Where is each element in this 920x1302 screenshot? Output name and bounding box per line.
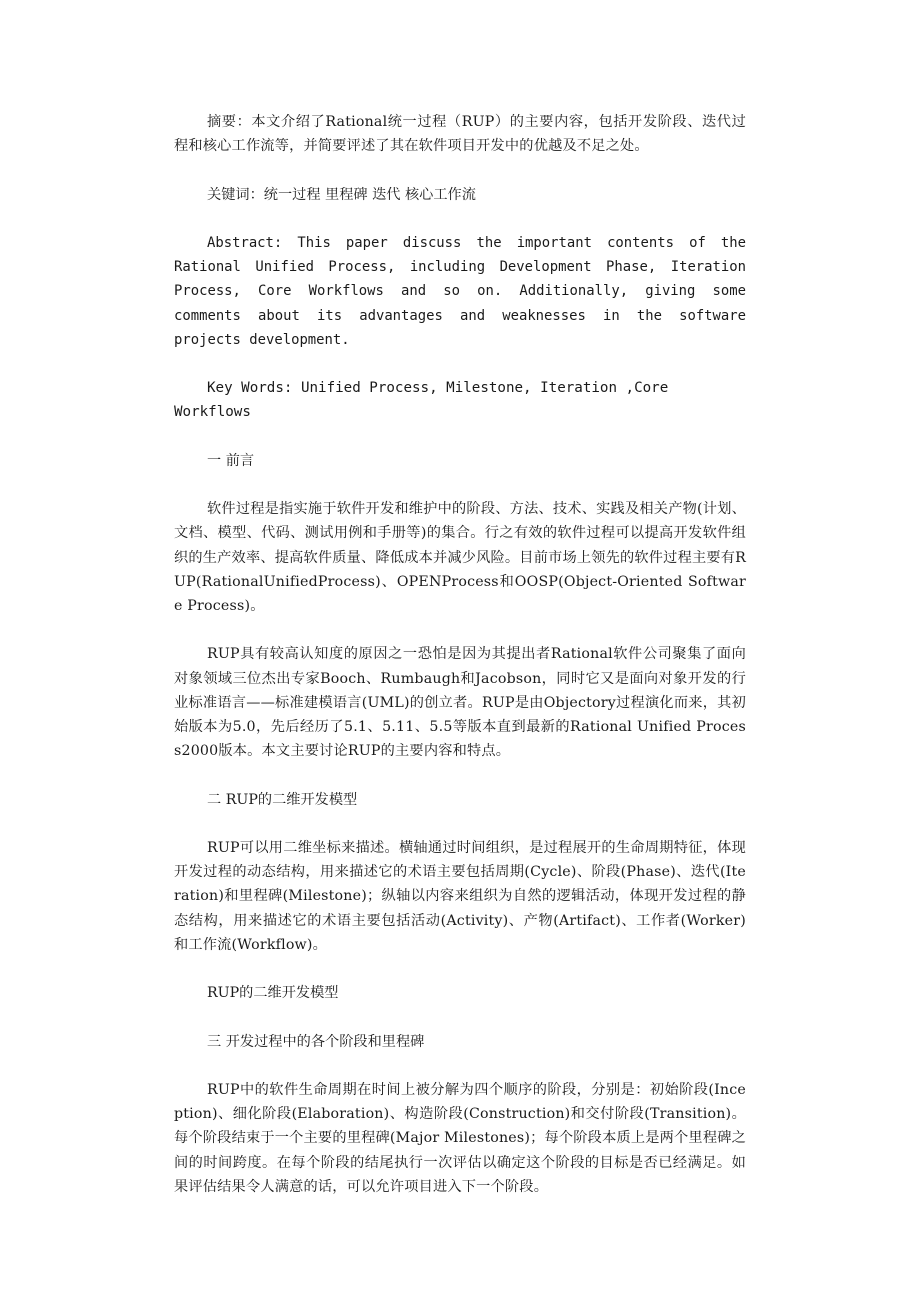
spacer (174, 763, 746, 787)
section-2-heading: 二 RUP的二维开发模型 (207, 791, 358, 808)
spacer (174, 1005, 746, 1029)
section-2-paragraph-1: RUP可以用二维坐标来描述。横轴通过时间组织，是过程展开的生命周期特征，体现开发过程的动态结构，用来描述它的术语主要包括周期(Cycle)、阶段(Phase)、迭代(Iteration)和里程碑(Milestone)；纵轴以内容来组织为自然的逻辑活动，体现开发过程的静态结构，用来描述它的术语主要包括活动(Activity)、产物(Artifact)、工作者(Worker)和工作流(Workflow)。 (174, 839, 746, 953)
section-1-heading: 一 前言 (207, 452, 255, 469)
spacer (174, 425, 746, 449)
section-1-paragraph-2: RUP具有较高认知度的原因之一恐怕是因为其提出者Rational软件公司聚集了面向对象领域三位杰出专家Booch、Rumbaugh和Jacobson，同时它又是面向对象开发的行业标准语言——标准建模语言(UML)的创立者。RUP是由Objectory过程演化而来，其初始版本为5.0，先后经历了5.1、5.11、5.5等版本直到最新的Rational Unified Process2000版本。本文主要讨论RUP的主要内容和特点。 (174, 646, 746, 760)
spacer (174, 352, 746, 376)
spacer (174, 207, 746, 231)
section-3-heading: 三 开发过程中的各个阶段和里程碑 (207, 1033, 425, 1050)
keywords-english: Key Words: Unified Process, Milestone, Iteration ,Core Workflows (174, 380, 669, 421)
figure-caption: RUP的二维开发模型 (207, 985, 339, 1002)
spacer (174, 812, 746, 836)
spacer (174, 158, 746, 182)
document-page (174, 110, 746, 1199)
spacer (174, 473, 746, 497)
abstract-english: Abstract: This paper discuss the important contents of the Rational Unified Process, including Development Phase, Iteration Process, Core Workflows and so on. Additionally, giving some comments about its advantages and weaknesses in the software projects development. (174, 234, 746, 348)
abstract-chinese: 摘要：本文介绍了Rational统一过程（RUP）的主要内容，包括开发阶段、迭代过程和核心工作流等，并简要评述了其在软件项目开发中的优越及不足之处。 (174, 114, 746, 155)
spacer (174, 957, 746, 981)
keywords-chinese: 关键词：统一过程 里程碑 迭代 核心工作流 (207, 186, 476, 203)
section-1-paragraph-1: 软件过程是指实施于软件开发和维护中的阶段、方法、技术、实践及相关产物(计划、文档、模型、代码、测试用例和手册等)的集合。行之有效的软件过程可以提高开发软件组织的生产效率、提高软件质量、降低成本并减少风险。目前市场上领先的软件过程主要有RUP(RationalUnifiedProcess)、OPENProcess和OOSP(Object-Oriented Software Process)。 (174, 501, 746, 614)
section-3-paragraph-1: RUP中的软件生命周期在时间上被分解为四个顺序的阶段，分别是：初始阶段(Inception)、细化阶段(Elaboration)、构造阶段(Construction)和交付阶段(Transition)。每个阶段结束于一个主要的里程碑(Major Milestones)；每个阶段本质上是两个里程碑之间的时间跨度。在每个阶段的结尾执行一次评估以确定这个阶段的目标是否已经满足。如果评估结果令人满意的话，可以允许项目进入下一个阶段。 (174, 1081, 746, 1195)
spacer (174, 618, 746, 642)
spacer (174, 1054, 746, 1078)
